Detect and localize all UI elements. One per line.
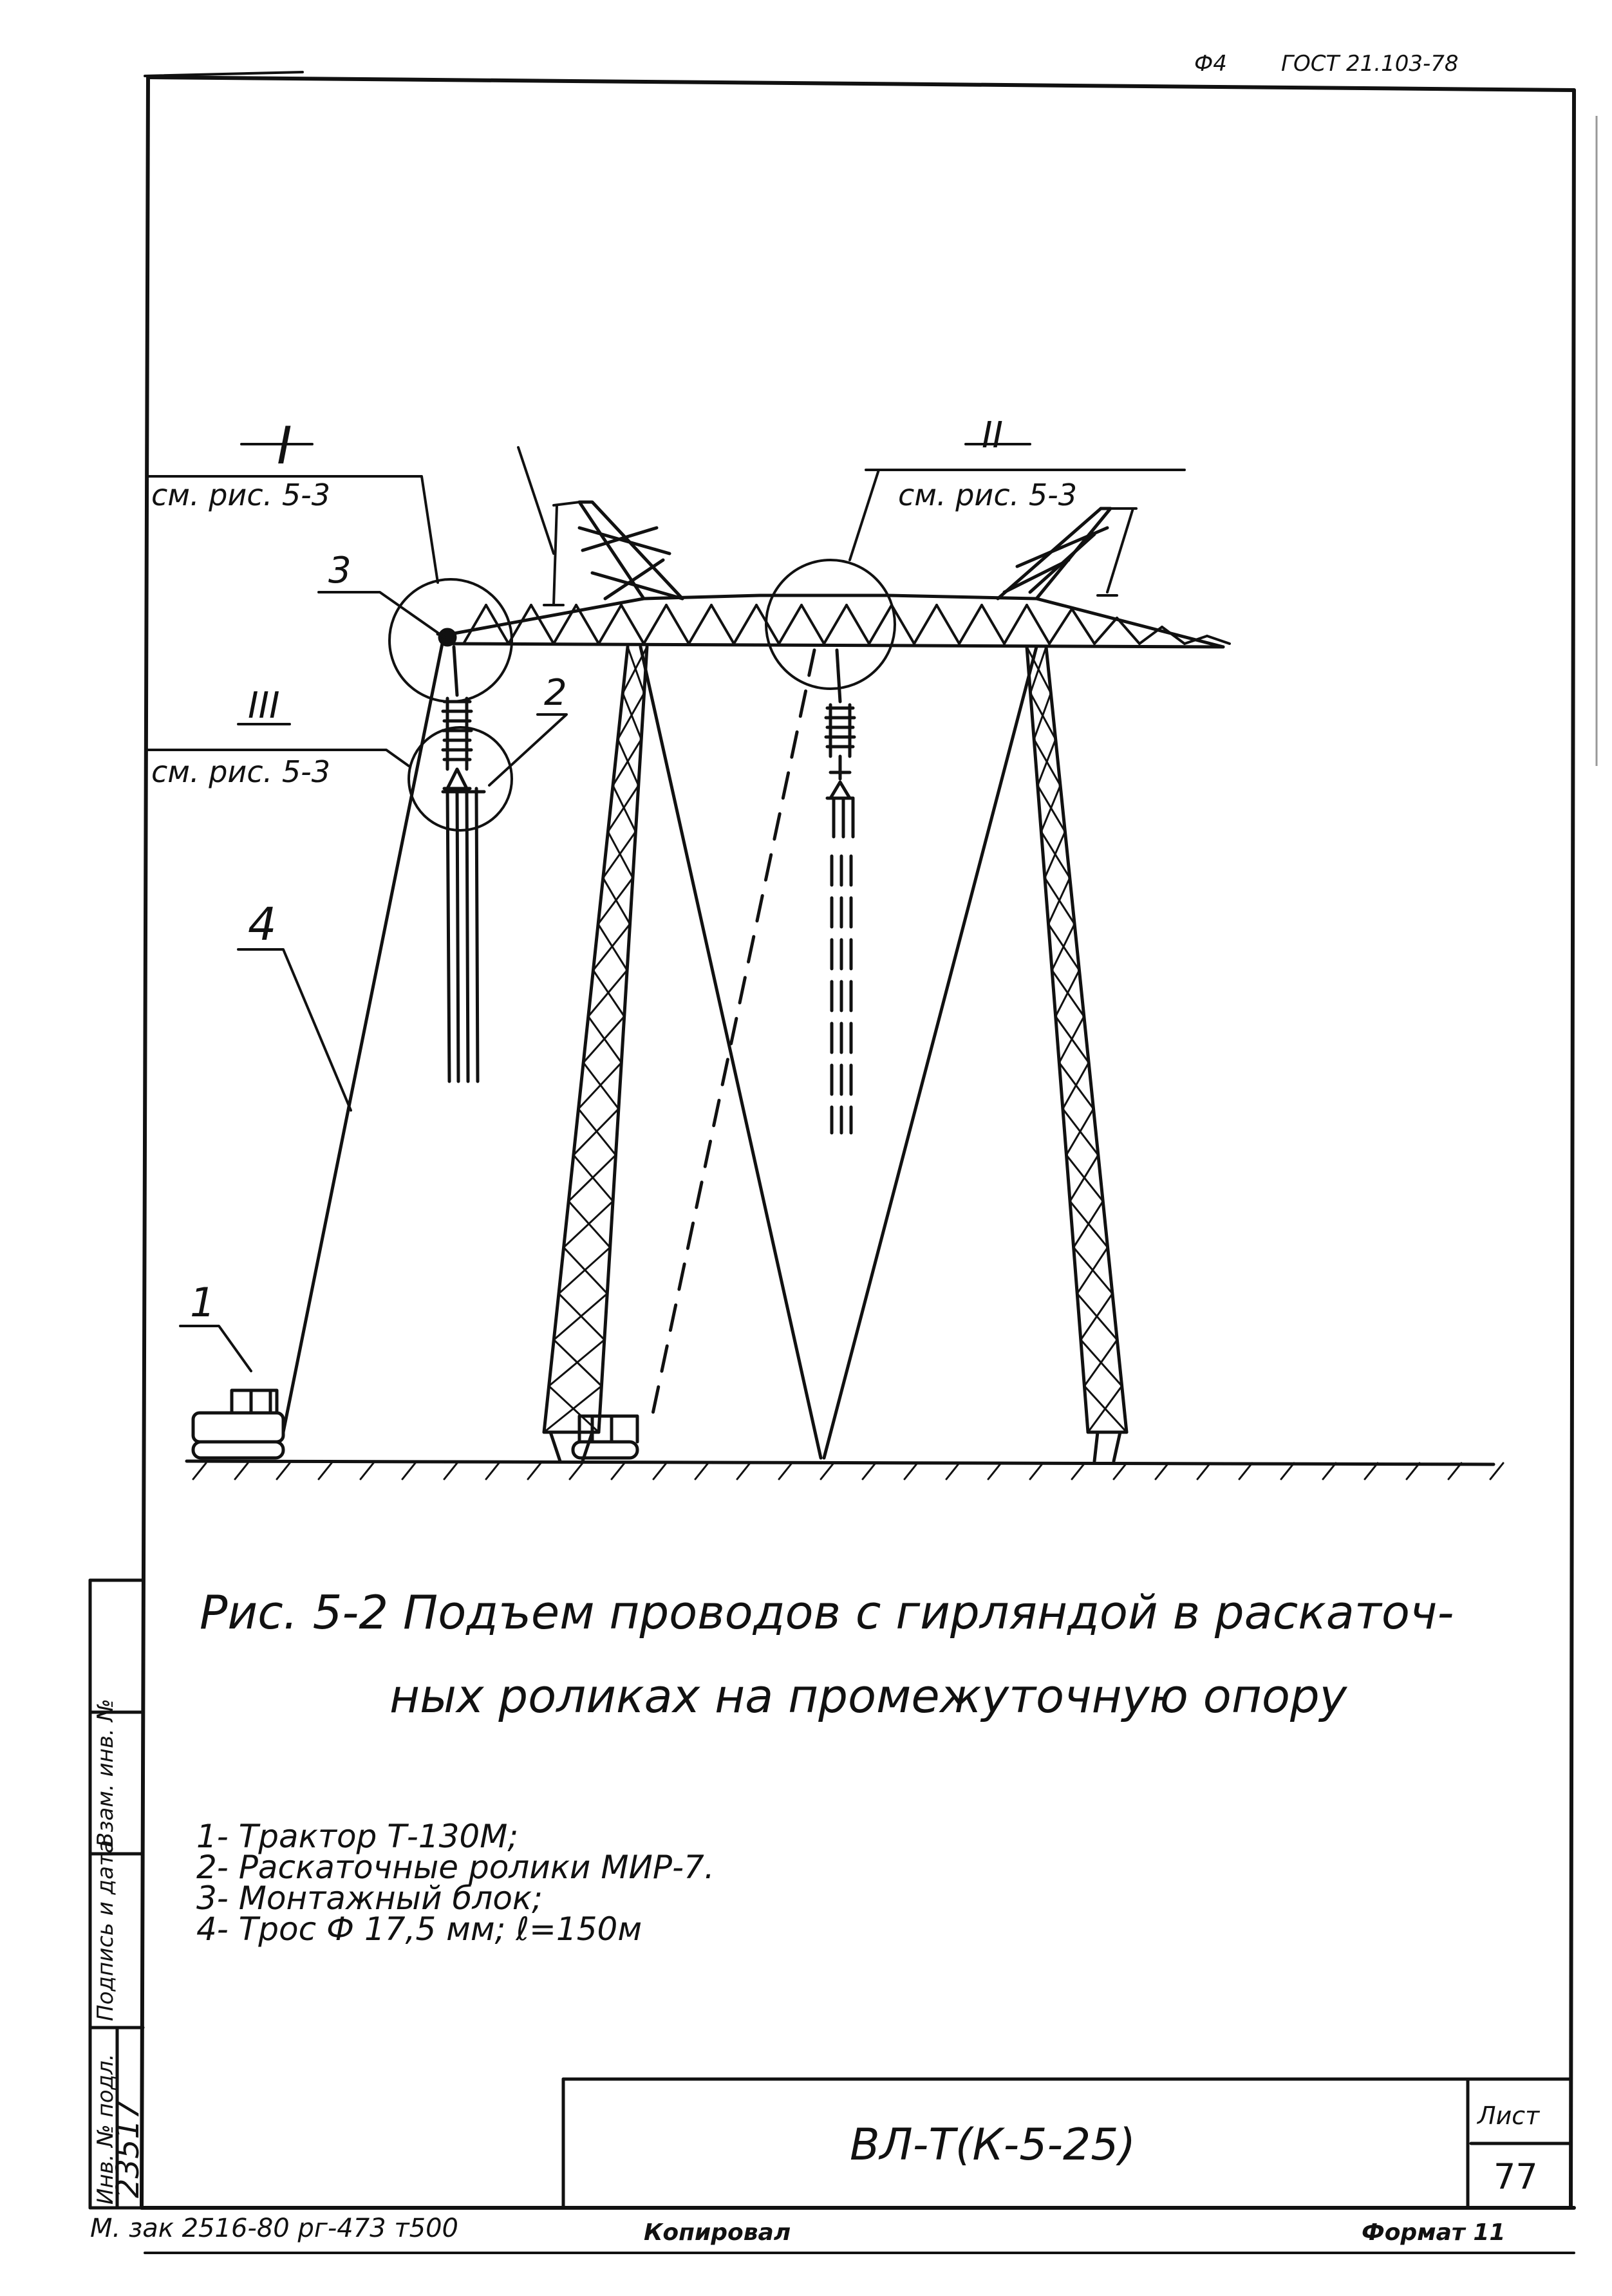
stamp-designation: ВЛ-Т(К-5-25) bbox=[850, 2120, 1136, 2170]
callout-ref-3: см. рис. 5-3 bbox=[151, 754, 330, 789]
marker-4: 4 bbox=[248, 898, 277, 951]
hoisting-cable bbox=[283, 634, 444, 1432]
marker-1: 1 bbox=[190, 1279, 216, 1326]
footer-order: М. зак 2516-80 рг-473 т500 bbox=[90, 2214, 458, 2243]
side-inv-label: Инв. № подл. bbox=[93, 2053, 118, 2205]
crossarm-lattice bbox=[464, 605, 1230, 644]
tower-leg-right bbox=[1027, 647, 1127, 1461]
insulator-string-middle bbox=[826, 650, 854, 837]
ground-line bbox=[187, 1461, 1494, 1464]
callout-ref-1: см. рис. 5-3 bbox=[151, 478, 330, 512]
tower-peak-left bbox=[579, 502, 682, 599]
earthwire-support-left bbox=[518, 447, 579, 605]
earthwire-support-right bbox=[1098, 509, 1136, 595]
second-tractor-icon bbox=[573, 1416, 637, 1458]
tractor-icon bbox=[193, 1390, 283, 1458]
footer-copied: Копировал bbox=[644, 2219, 791, 2246]
legend-item-1: 1- Трактор Т-130М; bbox=[196, 1818, 519, 1855]
footer-format: Формат 11 bbox=[1362, 2219, 1506, 2246]
conductor-dashed-middle bbox=[832, 856, 851, 1133]
caption-line-1: Рис. 5-2 Подъем проводов с гирляндой в раскаточ- bbox=[200, 1585, 1454, 1639]
side-sign-label: Подпись и дата bbox=[93, 1840, 118, 2021]
insulator-string-left bbox=[443, 647, 484, 1081]
header-sheet-code: Ф4 bbox=[1194, 51, 1227, 77]
header-standard: ГОСТ 21.103-78 bbox=[1281, 51, 1459, 77]
callout-numeral-2: II bbox=[982, 415, 1004, 456]
caption-line-2: ных роликах на промежуточную опору bbox=[389, 1669, 1347, 1723]
callout-numeral-1: I bbox=[277, 416, 292, 476]
callout-numeral-3: III bbox=[248, 685, 280, 727]
callout-ref-2: см. рис. 5-3 bbox=[898, 478, 1077, 512]
legend-item-3: 3- Монтажный блок; bbox=[196, 1880, 543, 1917]
marker-2: 2 bbox=[544, 672, 567, 714]
side-swap-label: Взам. инв. № bbox=[93, 1699, 118, 1847]
legend-item-2: 2- Раскаточные ролики МИР-7. bbox=[196, 1849, 715, 1886]
legend-item-4: 4- Трос Ф 17,5 мм; ℓ=150м bbox=[196, 1910, 642, 1948]
hoisting-line-dashed bbox=[650, 650, 814, 1426]
tower-peak-right bbox=[998, 509, 1111, 599]
marker-3: 3 bbox=[328, 550, 351, 592]
stamp-sheet-label: Лист bbox=[1477, 2102, 1540, 2130]
stamp-sheet-number: 77 bbox=[1494, 2156, 1538, 2197]
side-inv-number: 23517 bbox=[110, 2100, 146, 2198]
leg-lattice bbox=[544, 647, 1127, 1432]
